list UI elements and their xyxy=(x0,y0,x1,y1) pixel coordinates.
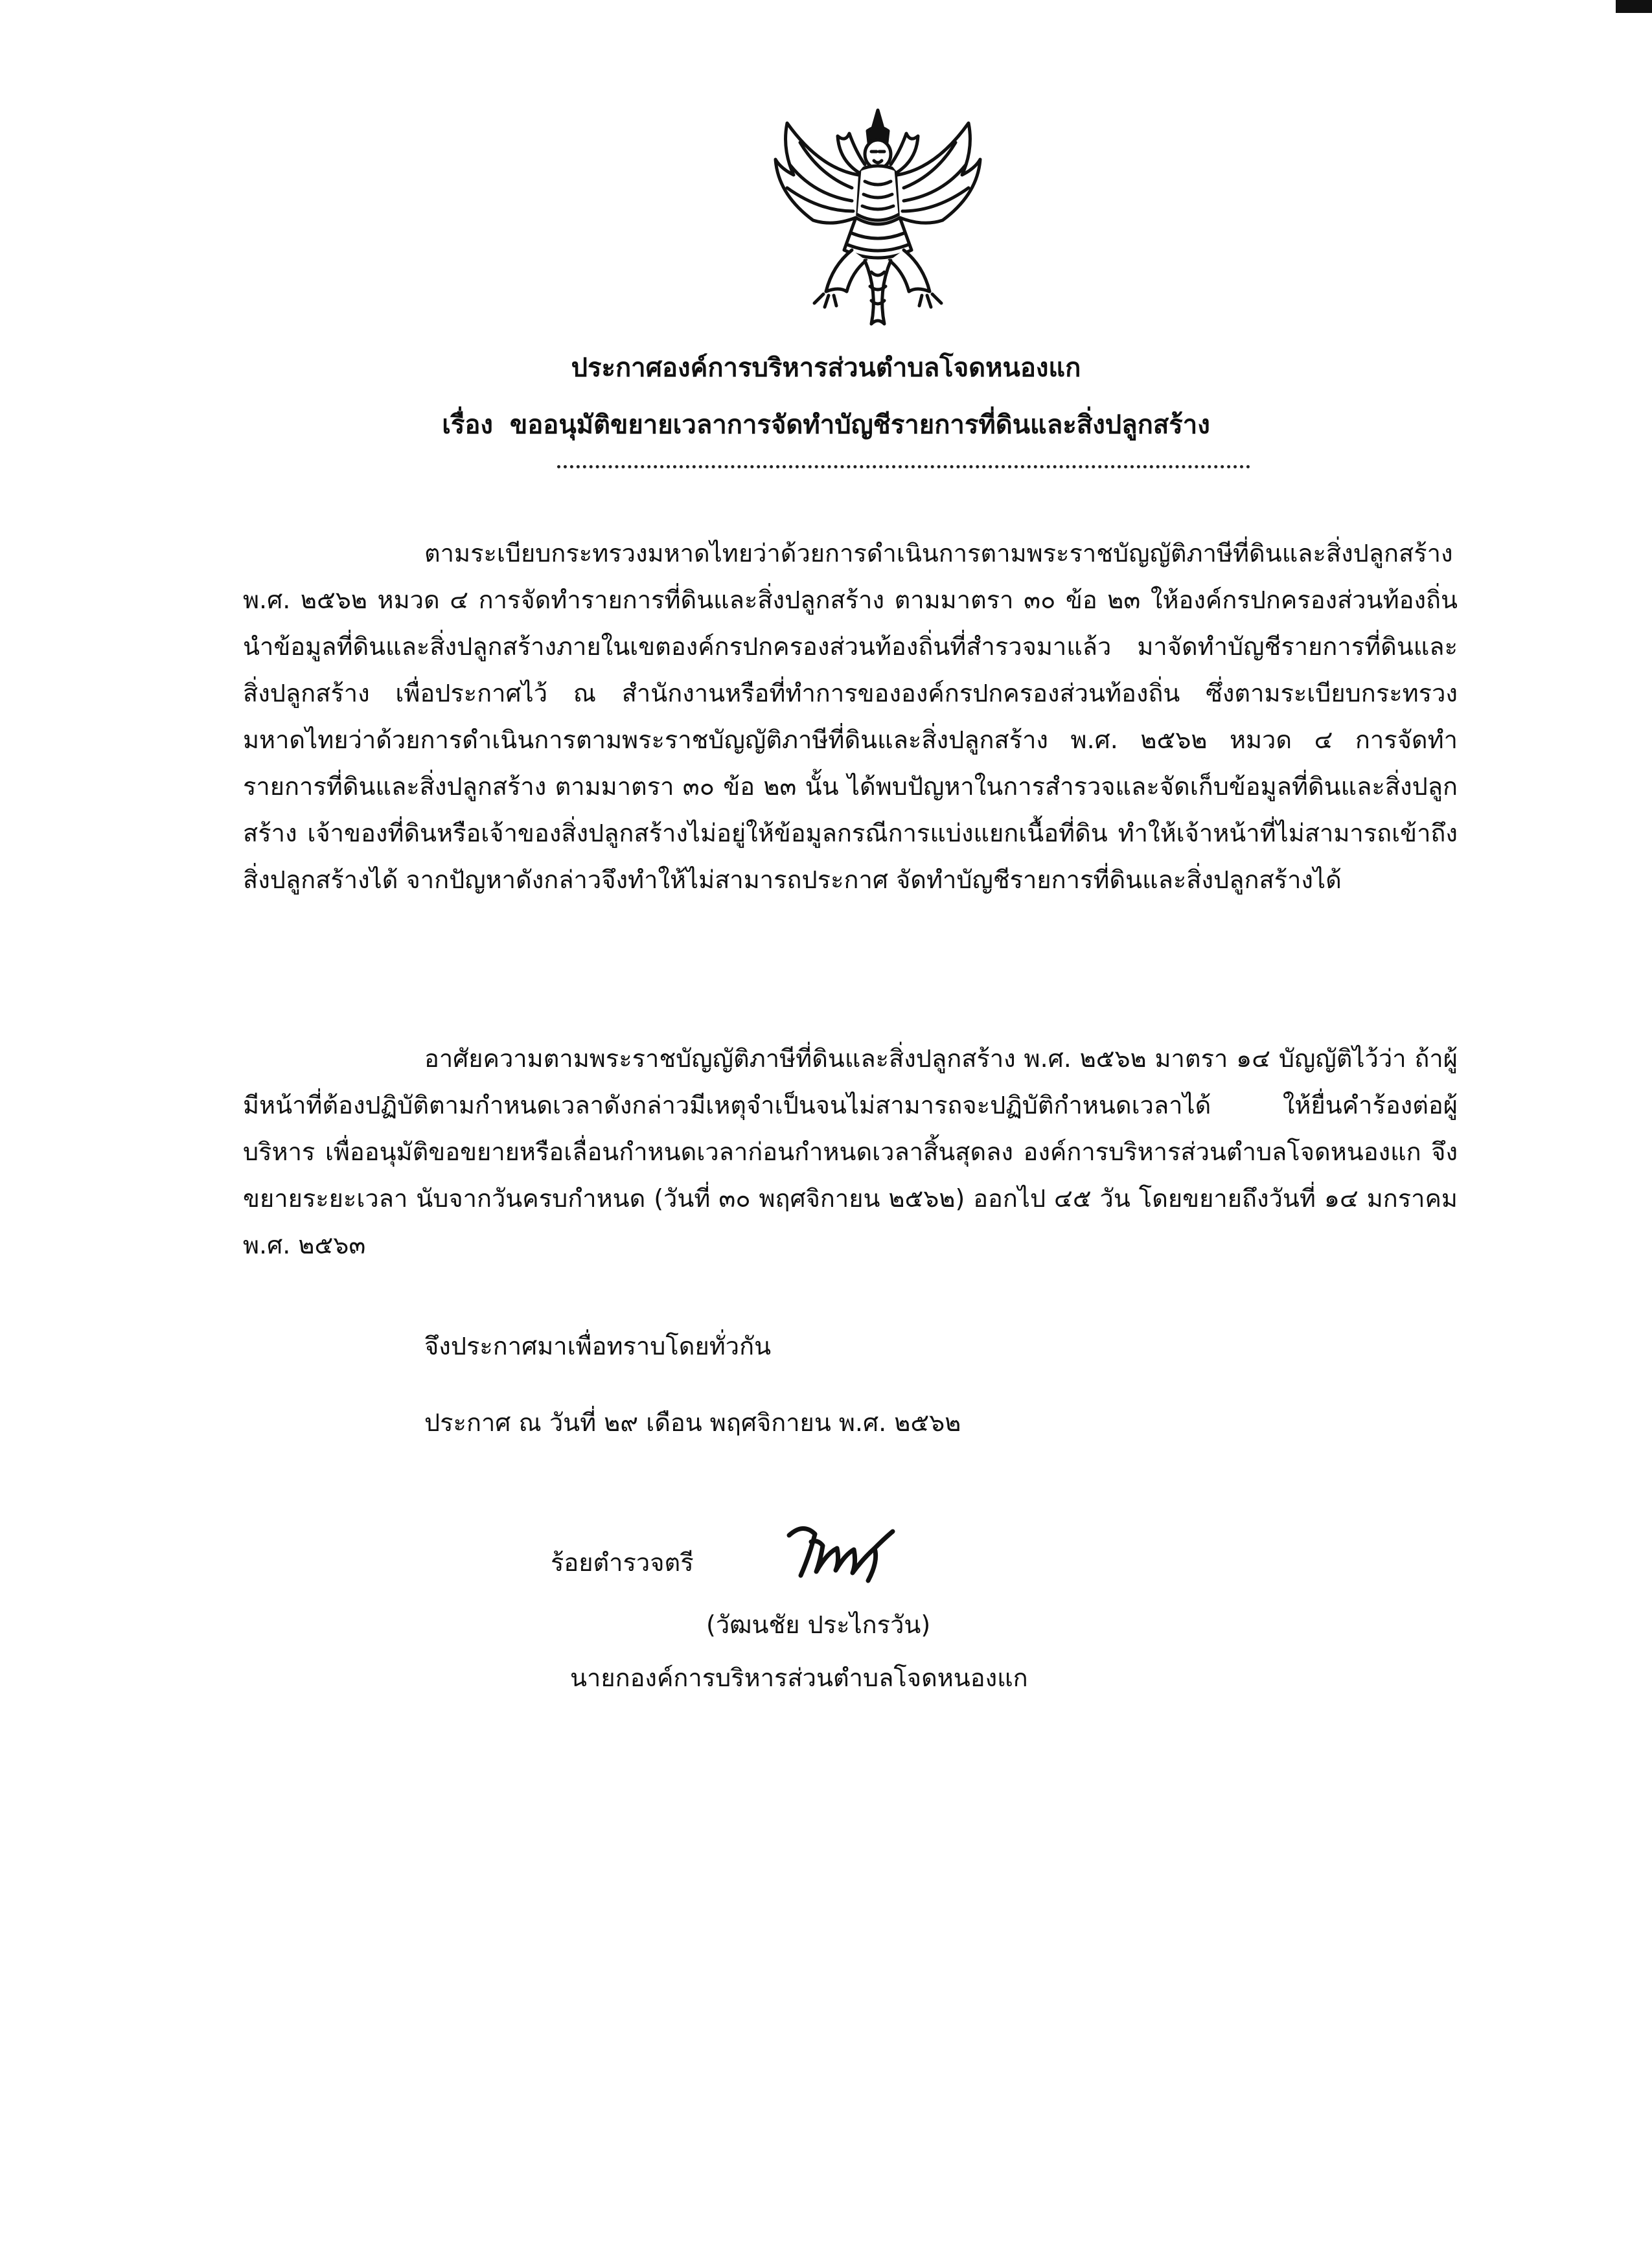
signer-rank: ร้อยตำรวจตรี xyxy=(551,1548,694,1577)
subject-label: เรื่อง xyxy=(442,410,493,440)
signer-position: นายกองค์การบริหารส่วนตำบลโจดหนองแก xyxy=(570,1664,1028,1692)
subject-text: ขออนุมัติขยายเวลาการจัดทำบัญชีรายการที่ดินและสิ่งปลูกสร้าง xyxy=(509,410,1210,440)
scan-corner-mark xyxy=(1616,0,1652,13)
dotted-separator xyxy=(557,465,1250,468)
announcement-title: ประกาศองค์การบริหารส่วนตำบลโจดหนองแก xyxy=(571,353,1081,383)
body-paragraph-1: ตามระเบียบกระทรวงมหาดไทยว่าด้วยการดำเนินการตามพระราชบัญญัติภาษีที่ดินและสิ่งปลูกสร้าง พ.ศ. ๒๕๖๒ หมวด ๔ การจัดทำรายการที่ดินและสิ่งปลูกสร้าง ตามมาตรา ๓๐ ข้อ ๒๓ ให้องค์กรปกครองส่วนท้องถิ่น นำข้อมูลที่ดินและสิ่งปลูกสร้างภายในเขตองค์กรปกครองส่วนท้องถิ่นที่สำรวจมาแล้ว มาจัดทำบัญชีรายการที่ดินและสิ่งปลูกสร้าง เพื่อประกาศไว้ ณ สำนักงานหรือที่ทำการขององค์กรปกครองส่วนท้องถิ่น ซึ่งตามระเบียบกระทรวงมหาดไทยว่าด้วยการดำเนินการตามพระราชบัญญัติภาษีที่ดินและสิ่งปลูกสร้าง พ.ศ. ๒๕๖๒ หมวด ๔ การจัดทำรายการที่ดินและสิ่งปลูกสร้าง ตามมาตรา ๓๐ ข้อ ๒๓ นั้น ได้พบปัญหาในการสำรวจและจัดเก็บข้อมูลที่ดินและสิ่งปลูกสร้าง เจ้าของที่ดินหรือเจ้าของสิ่งปลูกสร้างไม่อยู่ให้ข้อมูลกรณีการแบ่งแยกเนื้อที่ดิน ทำให้เจ้าหน้าที่ไม่สามารถเข้าถึงสิ่งปลูกสร้างได้ จากปัญหาดังกล่าวจึงทำให้ไม่สามารถประกาศ จัดทำบัญชีรายการที่ดินและสิ่งปลูกสร้างได้ xyxy=(243,539,1458,894)
announcement-date: ประกาศ ณ วันที่ ๒๙ เดือน พฤศจิกายน พ.ศ. ๒๕๖๒ xyxy=(424,1408,961,1437)
announcement-subject xyxy=(0,407,1652,443)
garuda-emblem-icon xyxy=(761,97,994,343)
body-paragraph-2: อาศัยความตามพระราชบัญญัติภาษีที่ดินและสิ่งปลูกสร้าง พ.ศ. ๒๕๖๒ มาตรา ๑๔ บัญญัติไว้ว่า ถ้าผู้มีหน้าที่ต้องปฏิบัติตามกำหนดเวลาดังกล่าวมีเหตุจำเป็นจนไม่สามารถจะปฏิบัติกำหนดเวลาได้ ให้ยื่นคำร้องต่อผู้บริหาร เพื่ออนุมัติขอขยายหรือเลื่อนกำหนดเวลาก่อนกำหนดเวลาสิ้นสุดลง องค์การบริหารส่วนตำบลโจดหนองแก จึงขยายระยะเวลา นับจากวันครบกำหนด (วันที่ ๓๐ พฤศจิกายน ๒๕๖๒) ออกไป ๔๕ วัน โดยขยายถึงวันที่ ๑๔ มกราคม พ.ศ. ๒๕๖๓ xyxy=(243,1044,1458,1259)
handwritten-signature-icon xyxy=(777,1516,901,1587)
closing-announcement: จึงประกาศมาเพื่อทราบโดยทั่วกัน xyxy=(424,1332,772,1360)
signer-name: (วัฒนชัย ประไกรวัน) xyxy=(706,1610,931,1639)
